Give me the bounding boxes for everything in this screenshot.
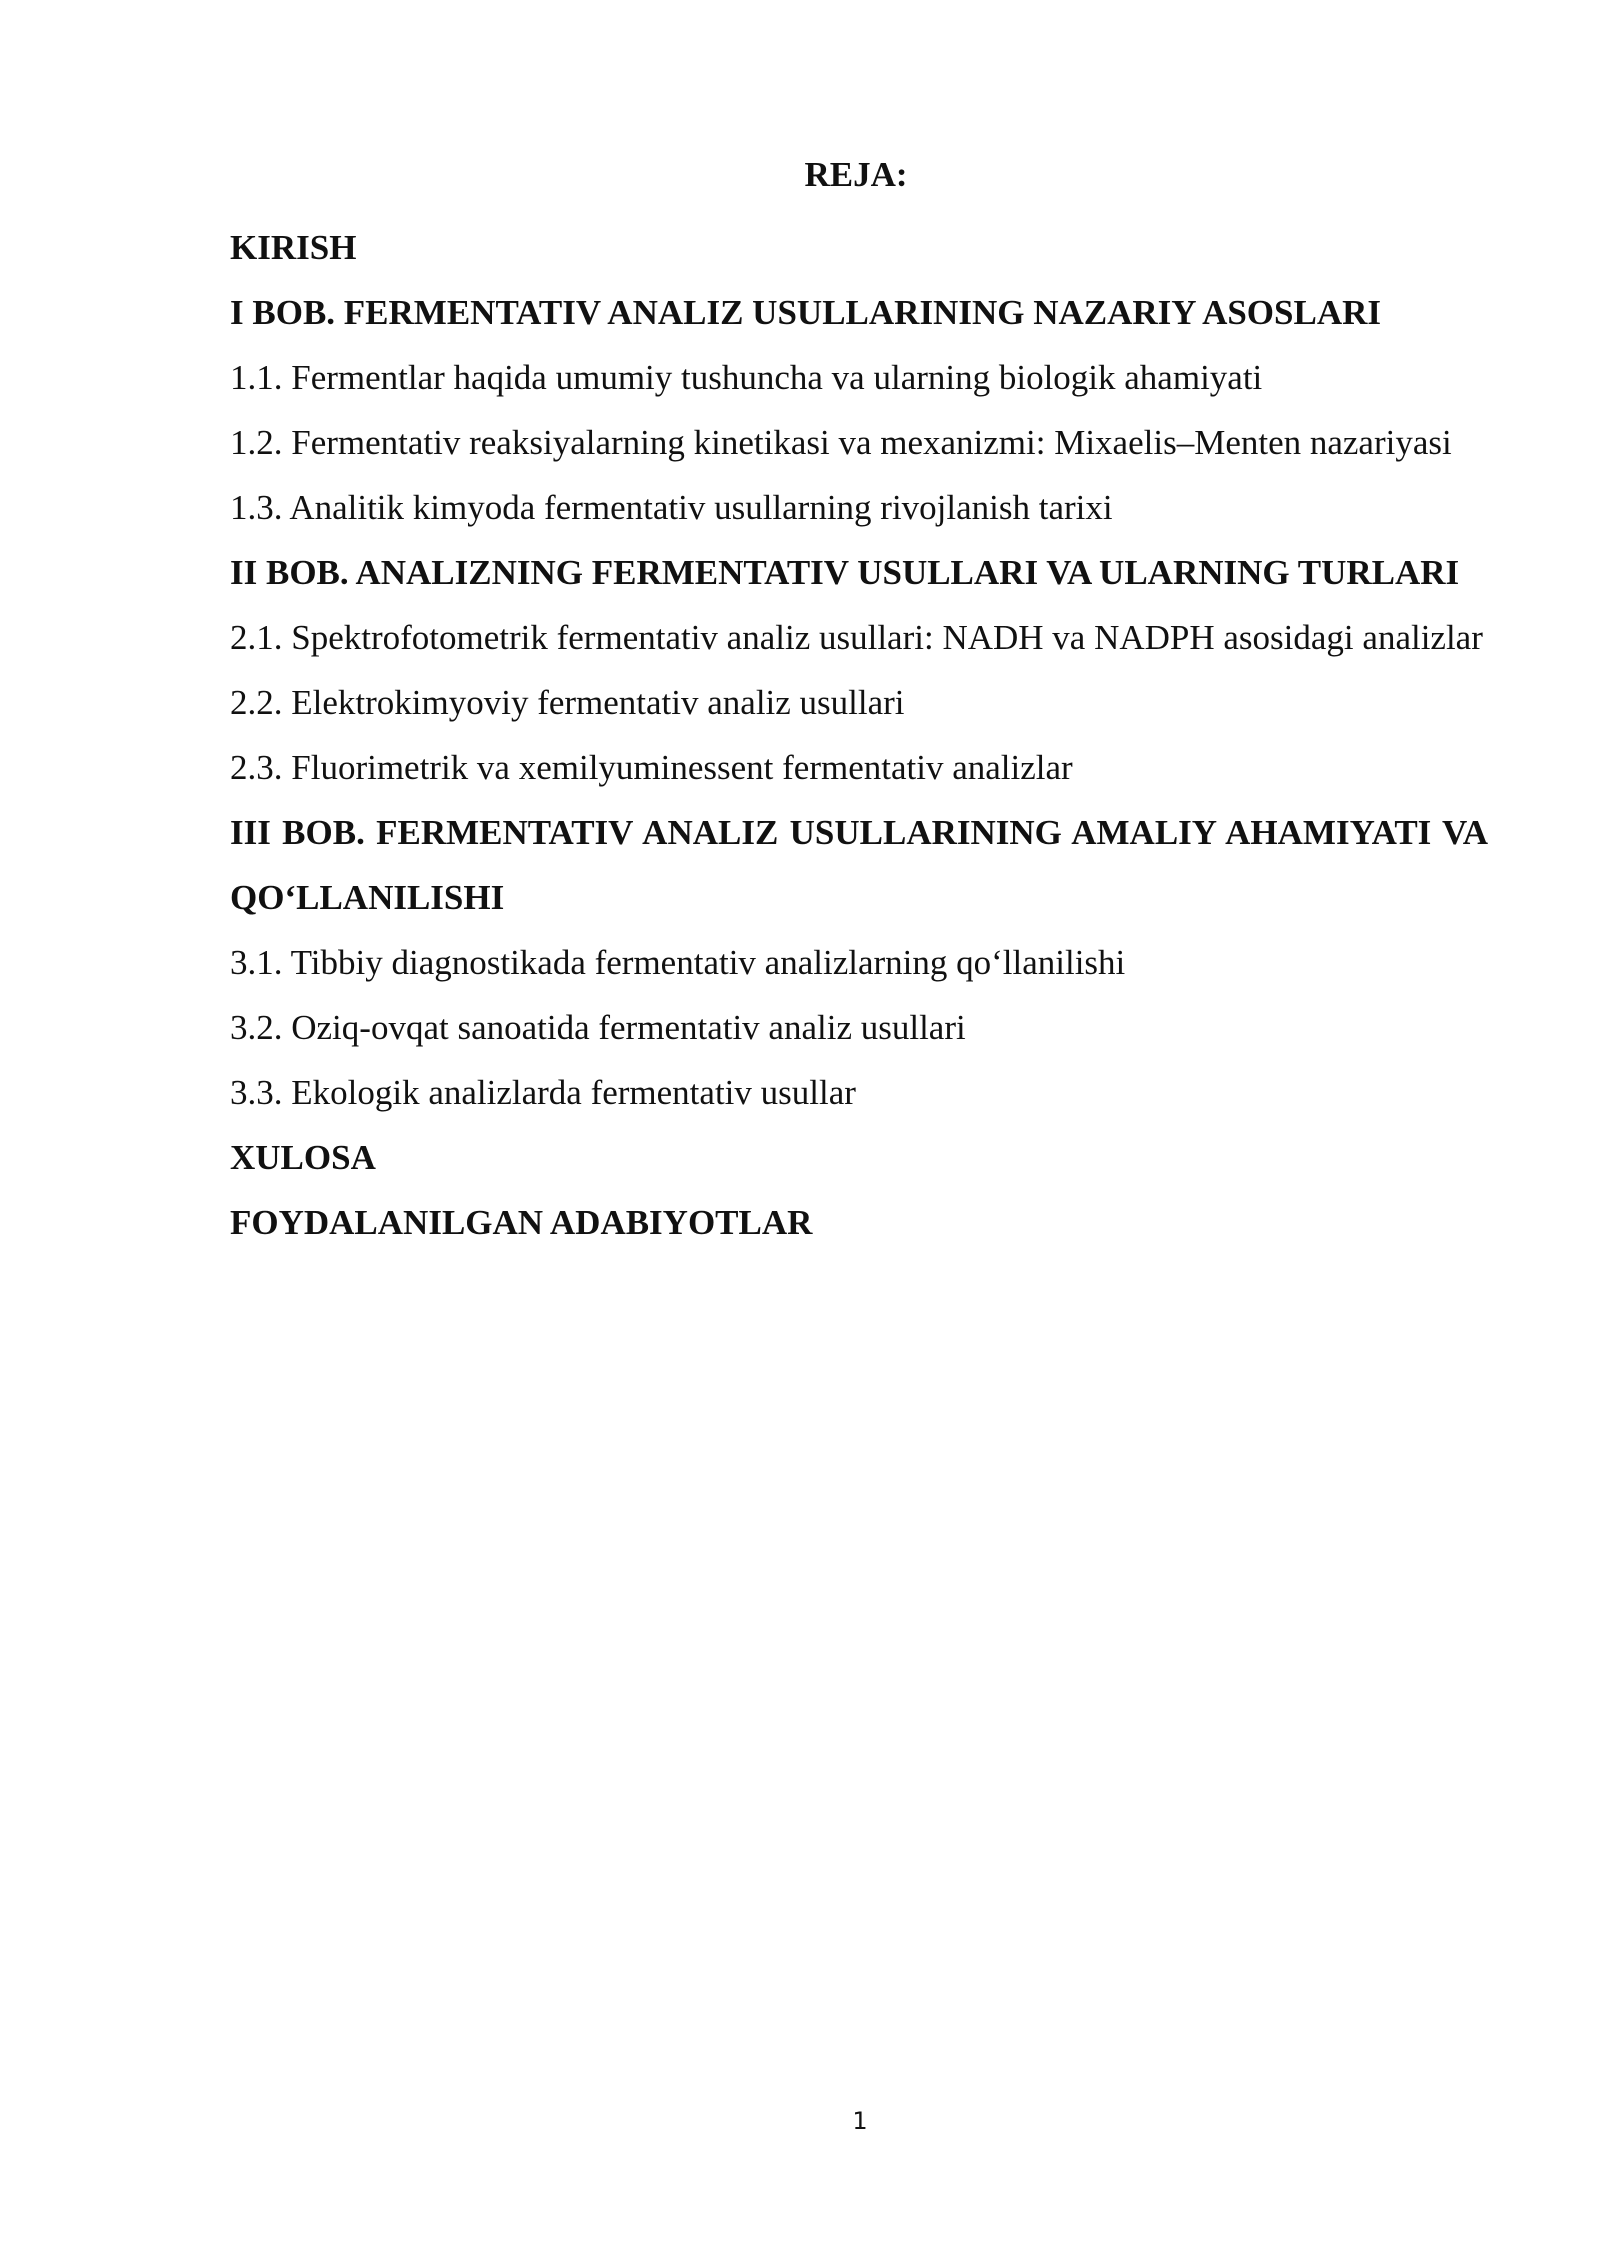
toc-entry-references: FOYDALANILGAN ADABIYOTLAR <box>230 1203 813 1242</box>
toc-section-1-3: 1.3. Analitik kimyoda fermentativ usullarning rivojlanish tarixi <box>230 488 1113 527</box>
toc-chapter-3: III BOB. FERMENTATIV ANALIZ USULLARINING AMALIY AHAMIYATI VA QO‘LLANILISHI <box>230 813 1488 917</box>
toc-section-3-1: 3.1. Tibbiy diagnostikada fermentativ analizlarning qo‘llanilishi <box>230 943 1126 982</box>
toc-entry-conclusion: XULOSA <box>230 1138 376 1177</box>
toc-section-1-1: 1.1. Fermentlar haqida umumiy tushuncha va ularning biologik ahamiyati <box>230 358 1263 397</box>
table-of-contents <box>230 215 1488 1255</box>
toc-chapter-2: II BOB. ANALIZNING FERMENTATIV USULLARI VA ULARNING TURLARI <box>230 553 1460 592</box>
document-title: REJA: <box>804 155 908 194</box>
toc-section-2-3: 2.3. Fluorimetrik va xemilyuminessent fermentativ analizlar <box>230 748 1073 787</box>
toc-chapter-1: I BOB. FERMENTATIV ANALIZ USULLARINING NAZARIY ASOSLARI <box>230 293 1382 332</box>
toc-section-3-2: 3.2. Oziq-ovqat sanoatida fermentativ analiz usullari <box>230 1008 966 1047</box>
toc-section-2-2: 2.2. Elektrokimyoviy fermentativ analiz usullari <box>230 683 905 722</box>
page-number: 1 <box>852 2107 868 2135</box>
toc-section-2-1: 2.1. Spektrofotometrik fermentativ analiz usullari: NADH va NADPH asosidagi analizlar <box>230 618 1483 657</box>
toc-section-3-3: 3.3. Ekologik analizlarda fermentativ usullar <box>230 1073 856 1112</box>
toc-entry-introduction: KIRISH <box>230 228 357 267</box>
toc-section-1-2: 1.2. Fermentativ reaksiyalarning kinetikasi va mexanizmi: Mixaelis–Menten nazariyasi <box>230 423 1452 462</box>
